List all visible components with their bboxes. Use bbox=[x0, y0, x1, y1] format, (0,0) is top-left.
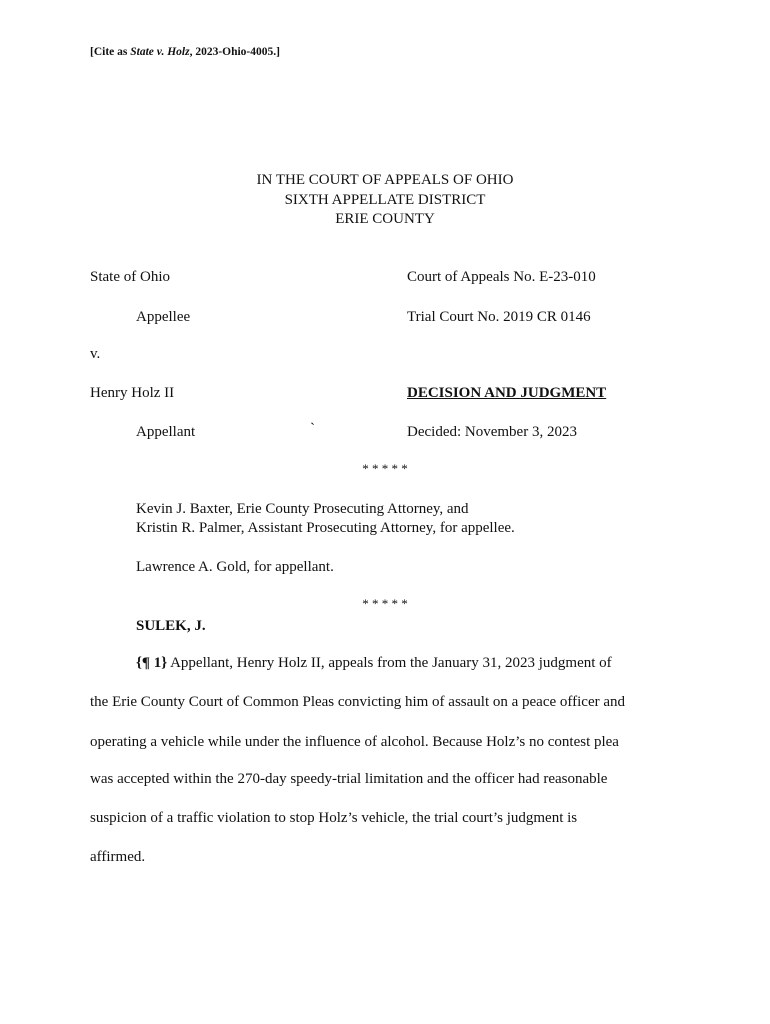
counsel-appellee-line1: Kevin J. Baxter, Erie County Prosecuting Attorney, and bbox=[136, 501, 469, 517]
stray-mark: ` bbox=[310, 421, 315, 437]
judge-name: SULEK, J. bbox=[136, 618, 206, 634]
paragraph-line-2: the Erie County Court of Common Pleas convicting him of assault on a peace officer and bbox=[90, 694, 626, 710]
decided-date: Decided: November 3, 2023 bbox=[407, 424, 577, 440]
paragraph-line-4: was accepted within the 270-day speedy-trial limitation and the officer had reasonable bbox=[90, 771, 608, 787]
court-name: IN THE COURT OF APPEALS OF OHIO bbox=[256, 172, 514, 188]
appeals-case-number: Court of Appeals No. E-23-010 bbox=[407, 269, 596, 285]
citation-prefix: [Cite as bbox=[90, 46, 131, 58]
party-appellant-role: Appellant bbox=[136, 424, 196, 440]
paragraph-line-1 bbox=[136, 655, 612, 672]
citation-suffix: , 2023-Ohio-4005.] bbox=[189, 46, 280, 58]
paragraph-line-5: suspicion of a traffic violation to stop Holz’s vehicle, the trial court’s judgment is bbox=[90, 810, 578, 826]
party-appellant-name: Henry Holz II bbox=[90, 385, 175, 401]
paragraph-line-6: affirmed. bbox=[90, 849, 146, 865]
versus-label: v. bbox=[90, 346, 101, 362]
party-appellee-name: State of Ohio bbox=[90, 269, 170, 285]
court-district: SIXTH APPELLATE DISTRICT bbox=[284, 192, 486, 208]
paragraph-line-3: operating a vehicle while under the influence of alcohol. Because Holz’s no contest plea bbox=[90, 734, 619, 750]
court-county: ERIE COUNTY bbox=[335, 211, 435, 227]
paragraph-text-1: Appellant, Henry Holz II, appeals from the January 31, 2023 judgment of bbox=[167, 655, 612, 671]
citation-header bbox=[90, 46, 280, 58]
citation-case-name: State v. Holz bbox=[130, 46, 190, 58]
separator-bottom: * * * * * bbox=[362, 596, 408, 611]
decision-title: DECISION AND JUDGMENT bbox=[407, 385, 607, 401]
paragraph-marker: {¶ 1} bbox=[136, 655, 168, 671]
counsel-appellant: Lawrence A. Gold, for appellant. bbox=[136, 559, 334, 575]
trial-case-number: Trial Court No. 2019 CR 0146 bbox=[407, 309, 591, 325]
party-appellee-role: Appellee bbox=[136, 309, 191, 325]
counsel-appellee-line2: Kristin R. Palmer, Assistant Prosecuting Attorney, for appellee. bbox=[136, 520, 515, 536]
separator-top: * * * * * bbox=[362, 461, 408, 476]
